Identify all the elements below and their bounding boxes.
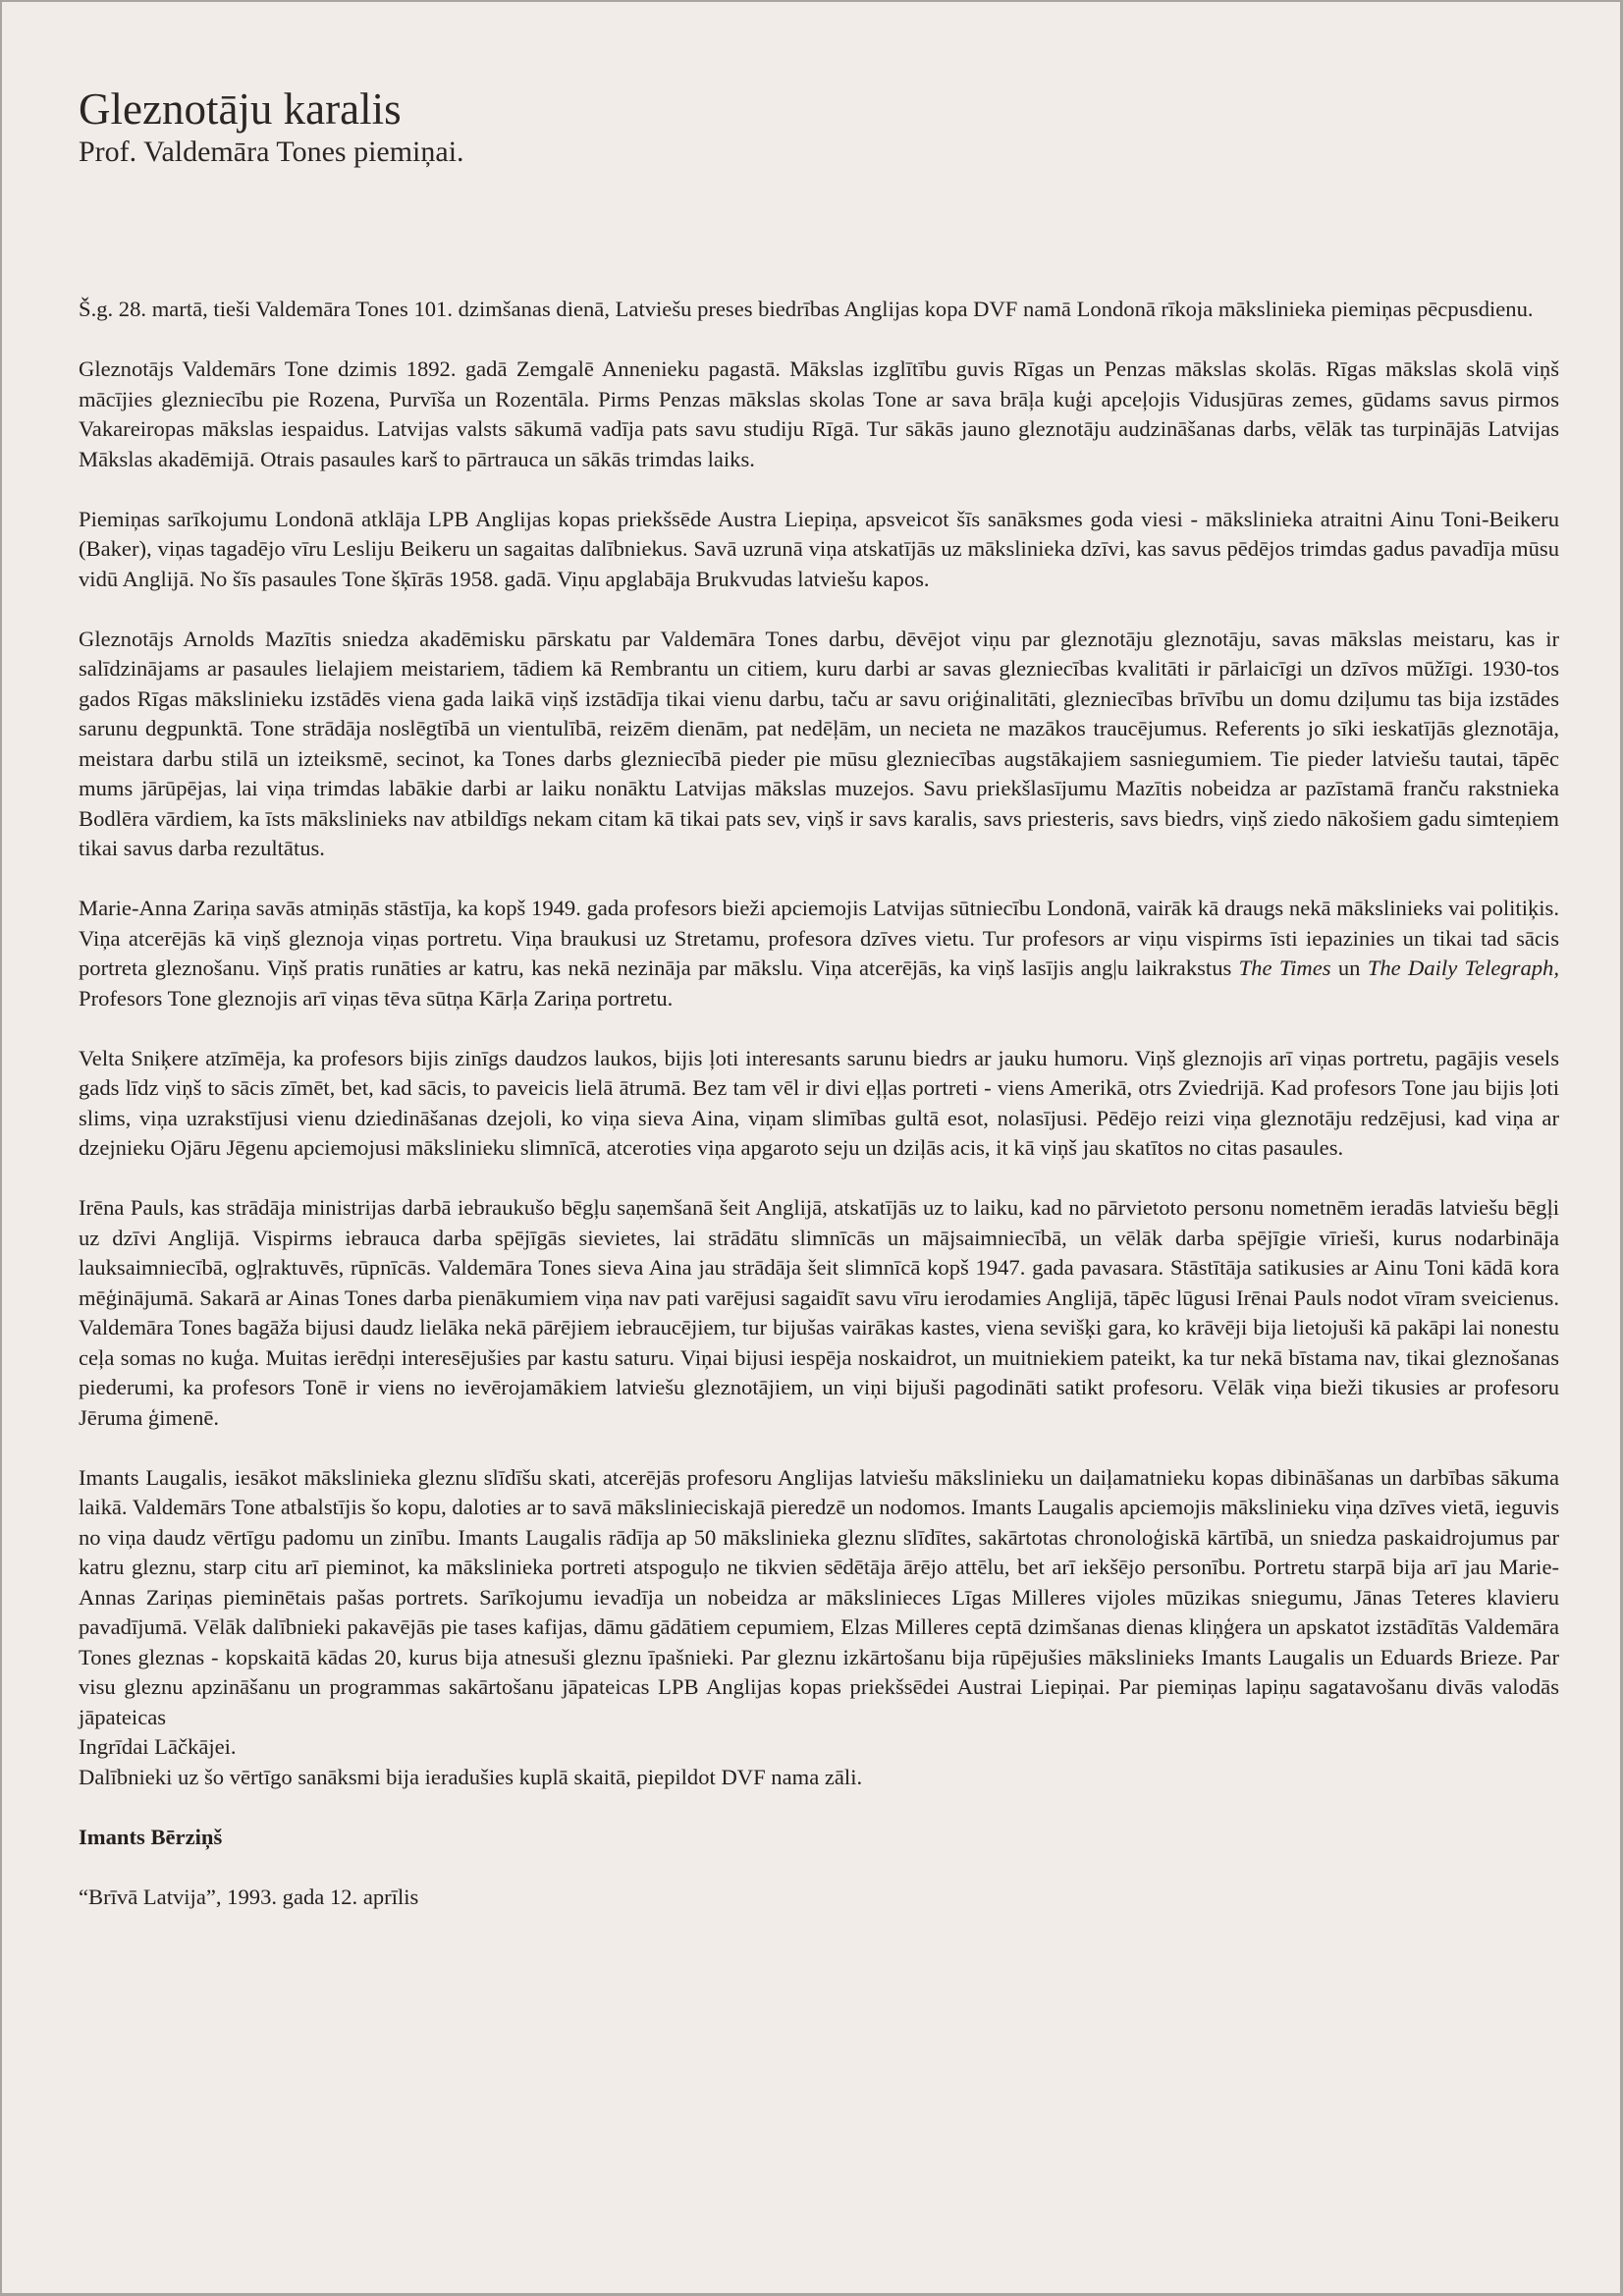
author-name: Imants Bērziņš bbox=[79, 1824, 223, 1849]
zarina-text-3: Profesors Tone gleznojis arī viņas tēva sūtņa Kārļa Zariņa portretu. bbox=[79, 985, 674, 1011]
newspaper-the-times: The Times bbox=[1238, 956, 1331, 980]
paragraph-mazitis: Gleznotājs Arnolds Mazītis sniedza akadēmisku pārskatu par Valdemāra Tones darbu, dēvējot viņu par gleznotāju gleznotāju, savas mākslas meistaru, kas ir salīdzinājams ar pasaules lielajiem meistariem, tādiem kā Rembrantu un citiem, kuru darbi ar savas glezniecības kvalitāti ir pārlaicīgi un dzīvos mūžīgi. 1930-tos gados Rīgas mākslinieku izstādēs viena gada laikā viņš izstādīja tikai vienu darbu, taču ar savu oriģinalitāti, glezniecības brīvību un domu dziļumu tas bija izstādes sarunu degpunktā. Tone strādāja noslēgtībā un vientulībā, reizēm dienām, pat nedēļām, un necieta ne mazākos traucējumus. Referents jo sīki ieskatījās gleznotāja, meistara darbu stilā un izteiksmē, secinot, ka Tones darbs glezniecībā pieder pie mūsu glezniecības augstākajiem sasniegumiem. Tie pieder latviešu tautai, tāpēc mums jārūpējas, lai viņa trimdas labākie darbi ar laiku nonāktu Latvijas mākslas muzejos. Savu priekšlasījumu Mazītis nobeidza ar pazīstamā franču rakstnieka Bodlēra vārdiem, ka īsts mākslinieks nav atbildīgs nekam citam kā tikai pats sev, viņš ir savs karalis, savs priesteris, savs biedrs, viņš ziedo nākošiem gadu simteņiem tikai savus darba rezultātus. bbox=[79, 626, 1559, 860]
paragraph-opening: Piemiņas sarīkojumu Londonā atklāja LPB Anglijas kopas priekšsēde Austra Liepiņa, apsveicot šīs sanāksmes goda viesi - mākslinieka atraitni Ainu Toni-Beikeru (Baker), viņas tagadējo vīru Lesliju Beikeru un sagaitas dalībniekus. Savā uzrunā viņa atskatījās uz mākslinieka dzīvi, kas savus pēdējos trimdas gadus pavadīja mūsu vidū Anglijā. No šīs pasaules Tone šķīrās 1958. gadā. Viņu apglabāja Brukvudas latviešu kapos. bbox=[79, 506, 1559, 591]
zarina-text-1: Marie-Anna Zariņa savās atmiņās stāstīja, ka kopš 1949. gada profesors bieži apciemojis Latvijas sūtniecību Londonā, vairāk kā draugs nekā mākslinieks vai politiķis. Viņa atcerējās kā viņš gleznoja viņas portretu. Viņa braukusi uz Stretamu, profesora dzīves vietu. Tur profesors ar viņu vispirms īsti iepazinies un tikai tad sācis portreta gleznošanu. Viņš pratis runāties ar katru, kas nekā nezināja par mākslu. Viņa atcerējās, ka viņš lasījis ang|u laikrakstus bbox=[79, 896, 1559, 980]
article-subtitle: Prof. Valdemāra Tones piemiņai. bbox=[79, 136, 464, 168]
document-page bbox=[79, 82, 1560, 1909]
paragraph-pauls: Irēna Pauls, kas strādāja ministrijas darbā iebraukušo bēgļu saņemšanā šeit Anglijā, atskatījās uz to laiku, kad no pārvietoto personu nometnēm ieradās latviešu bēgļi uz dzīvi Anglijā. Vispirms iebrauca darba spējīgās sievietes, lai strādātu slimnīcās un mājsaimniecībā, un vēlāk darba spējīgie vīrieši, kurus nodarbināja lauksaimniecībā, ogļraktuvēs, rūpnīcās. Valdemāra Tones sieva Aina jau strādāja šeit slimnīcā kopš 1947. gada pavasara. Stāstītāja satikusies ar Ainu Toni kādā kora mēģinājumā. Sakarā ar Ainas Tones darba pienākumiem viņa nav pati varējusi sagaidīt savu vīru ierodamies Anglijā, tāpēc lūgusi Irēnai Pauls nodot vīram sveicienus. Valdemāra Tones bagāža bijusi daudz lielāka nekā pārējiem iebraucējiem, tur bijušas vairākas kastes, viena sevišķi gara, ko krāvēji bija lietojuši kā pakāpi lai nonestu ceļa somas no kuģa. Muitas ierēdņi interesējušies par kastu saturu. Viņai bijusi iespēja noskaidrot, un muitniekiem pateikt, ka tur nekā bīstama nav, tikai gleznošanas piederumi, ka profesors Tonē ir viens no ievērojamākiem latviešu gleznotājiem, un viņi bijuši pagodināti satikt profesoru. Vēlāk viņa bieži tikusies ar profesoru Jēruma ģimenē. bbox=[79, 1195, 1559, 1430]
newspaper-daily-telegraph: The Daily Telegraph, bbox=[1367, 956, 1560, 980]
paragraph-biography: Gleznotājs Valdemārs Tone dzimis 1892. gadā Zemgalē Annenieku pagastā. Mākslas izglītību guvis Rīgas un Penzas mākslas skolās. Rīgas mākslas skolā viņš mācījies glezniecību pie Rozena, Purvīša un Rozentāla. Pirms Penzas mākslas skolas Tone ar sava brāļa kuģi apceļojis Vidusjūras zemes, gūdams savus pirmos Vakareiropas mākslas iespaidus. Latvijas valsts sākumā vadīja pats savu studiju Rīgā. Tur sākās jauno gleznotāju audzināšanas darbs, vēlāk tas turpinājās Latvijas Mākslas akadēmijā. Otrais pasaules karš to pārtrauca un sākās trimdas laiks. bbox=[79, 356, 1559, 471]
paragraph-thanks-line: Ingrīdai Lāčkājei. bbox=[79, 1734, 237, 1759]
zarina-text-2: un bbox=[1330, 956, 1368, 980]
article-title: Gleznotāju karalis bbox=[79, 84, 402, 134]
source-citation: “Brīvā Latvija”, 1993. gada 12. aprīlis bbox=[79, 1884, 419, 1909]
article-body bbox=[79, 295, 1559, 1942]
paragraph-zarina bbox=[79, 894, 1559, 1013]
paragraph-intro: Š.g. 28. martā, tieši Valdemāra Tones 101. dzimšanas dienā, Latviešu preses biedrības Anglijas kopa DVF namā Londonā rīkoja mākslinieka piemiņas pēcpusdienu. bbox=[79, 297, 1534, 321]
paragraph-closing: Dalībnieki uz šo vērtīgo sanāksmi bija ieradušies kuplā skaitā, piepildot DVF nama zāli. bbox=[79, 1764, 863, 1789]
paragraph-laugalis: Imants Laugalis, iesākot mākslinieka gleznu slīdīšu skati, atcerējās profesoru Anglijas latviešu mākslinieku un daiļamatnieku kopas dibināšanas un darbības sākuma laikā. Valdemārs Tone atbalstījis šo kopu, daloties ar to savā mākslinieciskajā pieredzē un nodomos. Imants Laugalis apciemojis mākslinieku viņa dzīves vietā, ieguvis no viņa daudz vērtīgu padomu un zinību. Imants Laugalis rādīja ap 50 mākslinieka gleznu slīdītes, sakārtotas chronoloģiskā kārtībā, un sniedza paskaidrojumus par katru gleznu, starp citu arī pieminot, ka mākslinieka portreti atspoguļo ne tikvien sēdētāja ārējo attēlu, bet arī iekšējo personību. Portretu starpā bija arī jau Marie-Annas Zariņas pieminētais pašas portrets. Sarīkojumu ievadīja un nobeidza ar mākslinieces Līgas Milleres vijoles mūzikas sniegumu, Jānas Teteres klavieru pavadījumā. Vēlāk dalībnieki pakavējās pie tases kafijas, dāmu gādātiem cepumiem, Elzas Milleres ceptā dzimšanas dienas kliņģera un apskatot izstādītās Valdemāra Tones gleznas - kopskaitā kādas 20, kurus bija atnesuši gleznu īpašnieki. Par gleznu izkārtošanu bija rūpējušies mākslinieks Imants Laugalis un Eduards Brieze. Par visu gleznu apzināšanu un programmas sakārtošanu jāpateicas LPB Anglijas kopas priekšsēdei Austrai Liepiņai. Par piemiņas lapiņu sagatavošanu divās valodās jāpateicas bbox=[79, 1464, 1559, 1729]
paragraph-snikere: Velta Sniķere atzīmēja, ka profesors bijis zinīgs daudzos laukos, bijis ļoti interesants sarunu biedrs ar jauku humoru. Viņš gleznojis arī viņas portretu, pagājis vesels gads līdz viņš to sācis zīmēt, bet, kad sācis, to paveicis lielā ātrumā. Bez tam vēl ir divi eļļas portreti - viens Amerikā, otrs Zviedrijā. Kad profesors Tone jau bijis ļoti slims, viņa uzrakstījusi vienu dziedināšanas dzejoli, ko viņa sieva Aina, viņam slimības gultā esot, nolasījusi. Pēdējo reizi viņa gleznotāju redzējusi, kad viņa ar dzejnieku Ojāru Jēgenu apciemojusi mākslinieku slimnīcā, atceroties viņa apgaroto seju un dziļās acis, it kā viņš jau skatītos no citas pasaules. bbox=[79, 1045, 1559, 1160]
